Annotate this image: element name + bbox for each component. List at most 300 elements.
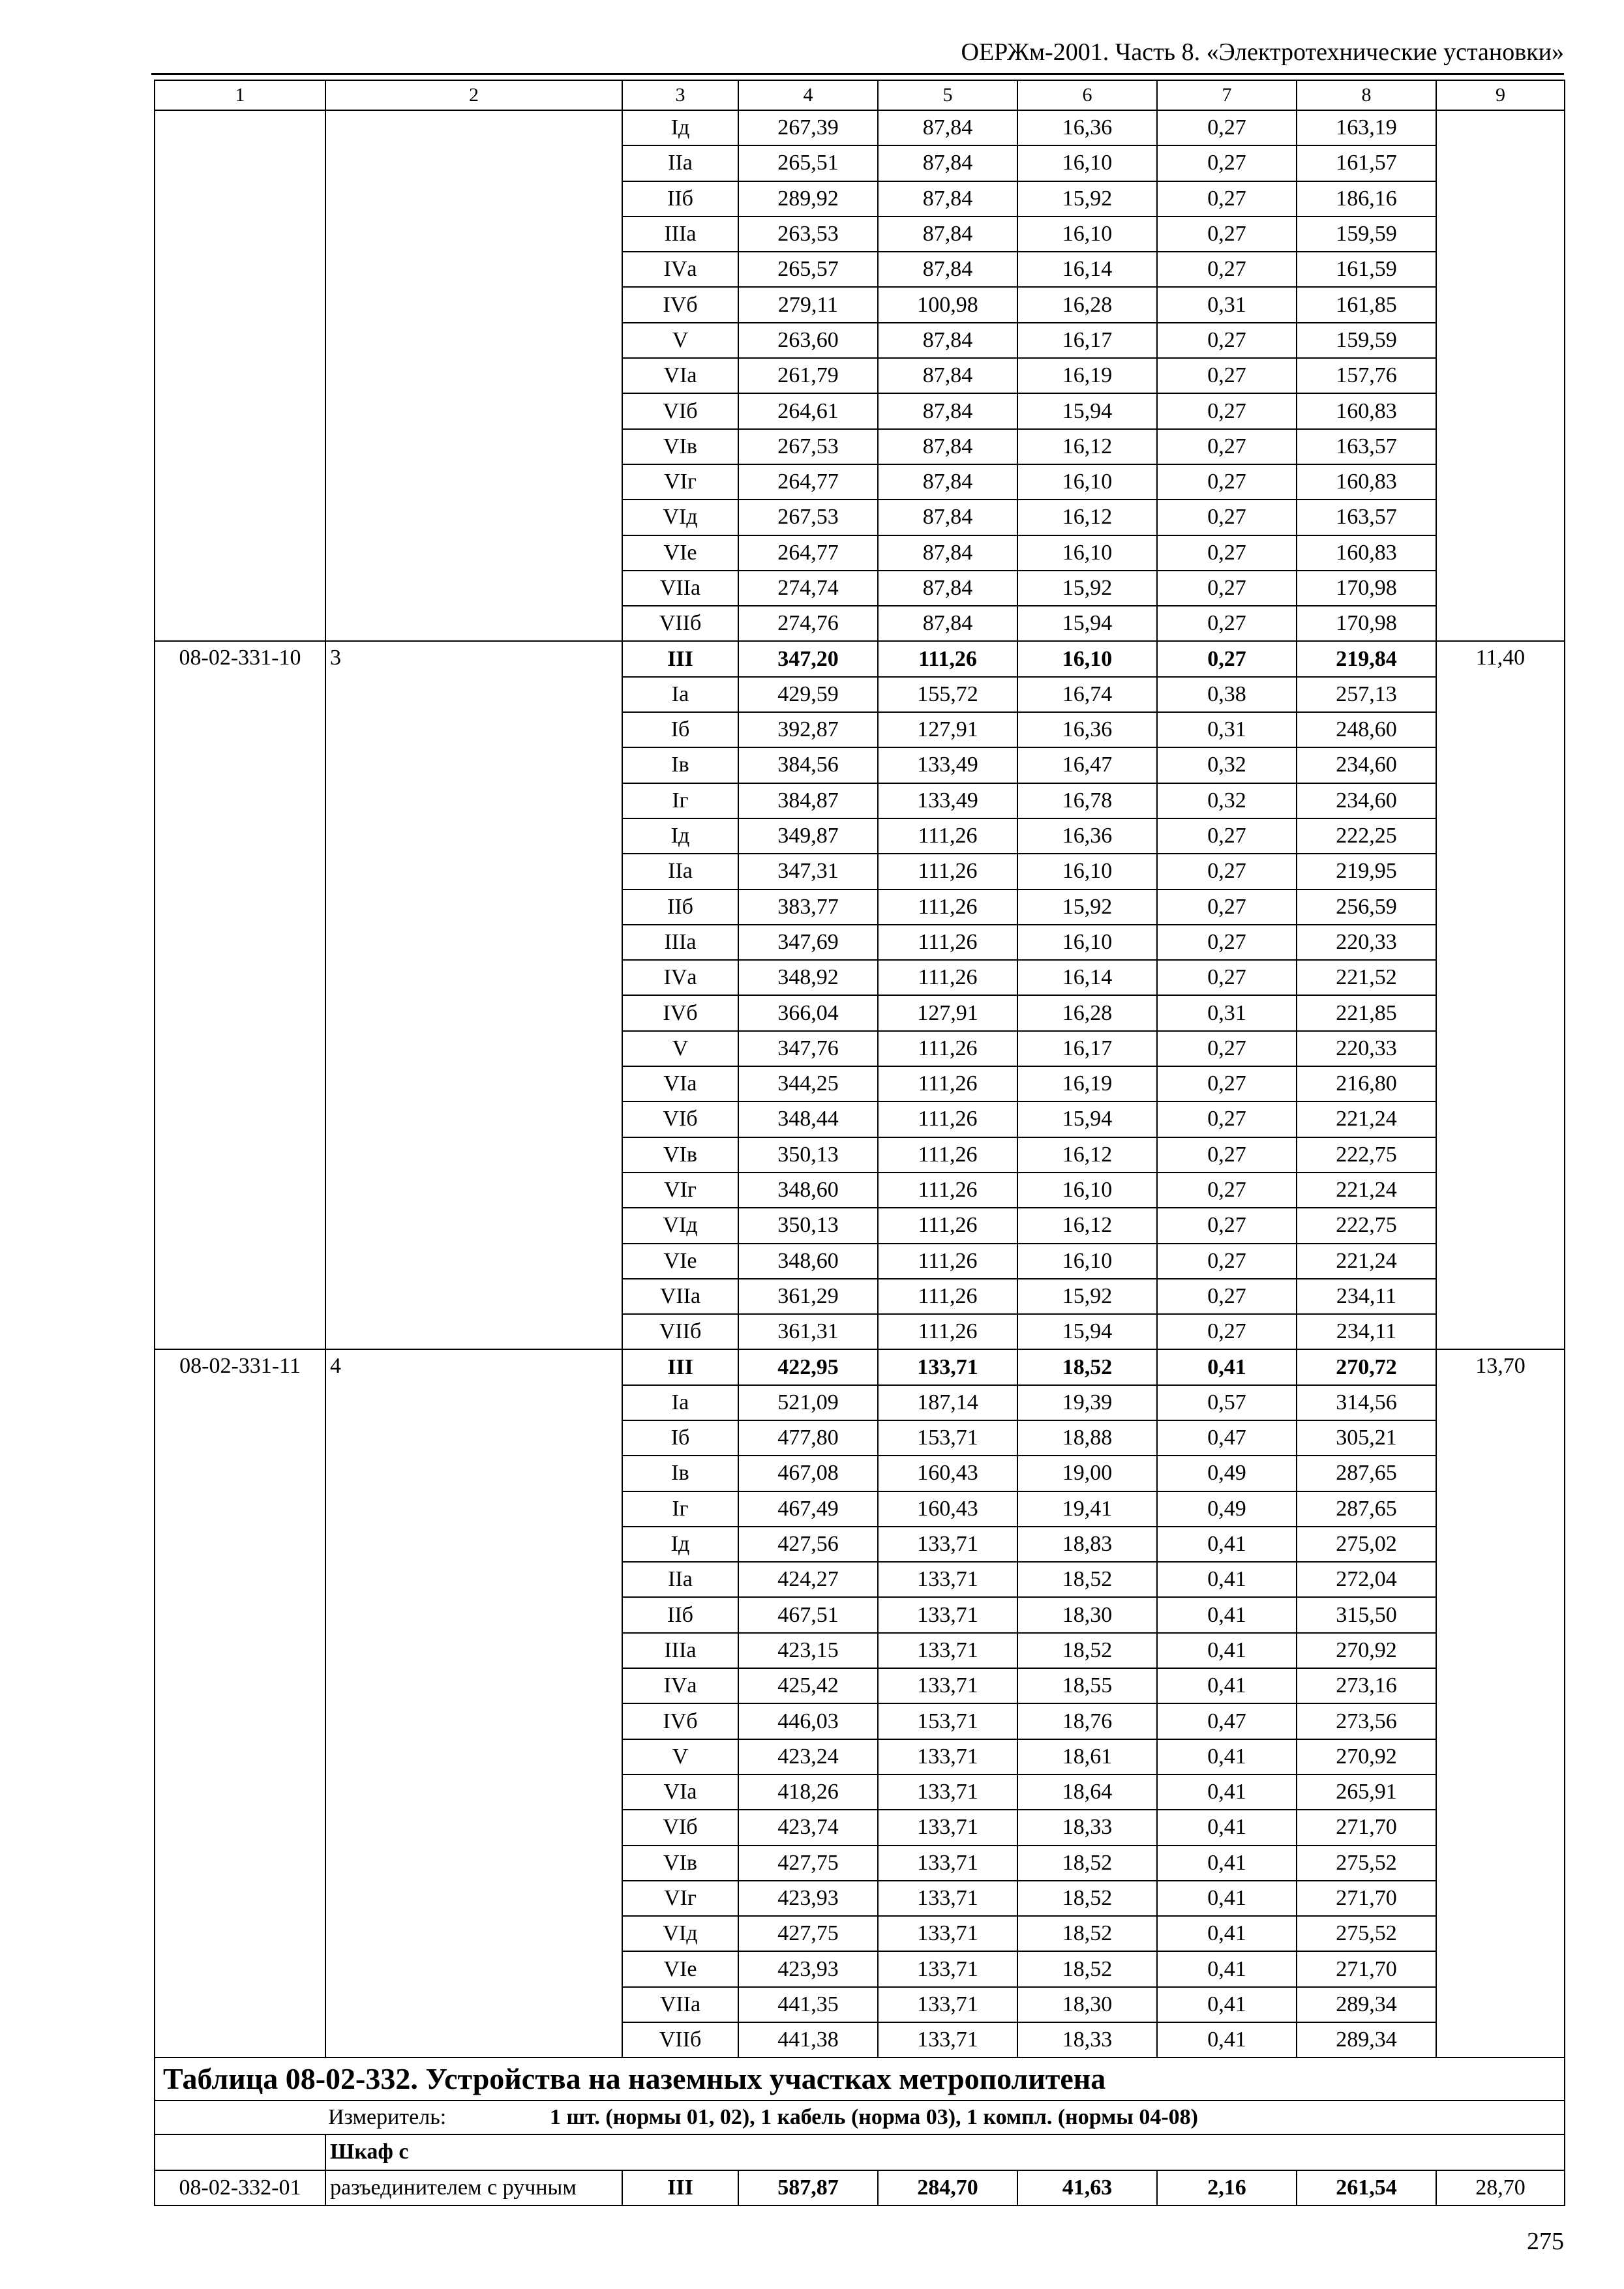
- value-cell-c5: 153,71: [878, 1420, 1017, 1456]
- value-cell-c4: 264,61: [738, 393, 878, 428]
- value-cell-c8: 305,21: [1297, 1420, 1436, 1456]
- value-cell-c5: 133,71: [878, 1349, 1017, 1384]
- zone-cell: Iв: [622, 1456, 738, 1491]
- value-cell-c7: 0,31: [1157, 287, 1297, 322]
- empty-cell: [155, 2134, 325, 2170]
- value-cell-c6: 16,10: [1017, 535, 1157, 571]
- value-cell-c7: 0,41: [1157, 1774, 1297, 1810]
- value-cell-c6: 16,17: [1017, 1031, 1157, 1066]
- value-cell-c5: 111,26: [878, 818, 1017, 854]
- value-cell-c5: 87,84: [878, 181, 1017, 217]
- value-cell-c8: 270,92: [1297, 1739, 1436, 1774]
- value-cell-c4: 383,77: [738, 890, 878, 925]
- value-cell-c5: 133,71: [878, 1597, 1017, 1632]
- value-cell-c4: 423,15: [738, 1633, 878, 1668]
- value-cell-c5: 133,71: [878, 1668, 1017, 1703]
- value-cell-c8: 287,65: [1297, 1491, 1436, 1527]
- value-cell-c8: 271,70: [1297, 1951, 1436, 1986]
- value-cell-c6: 18,76: [1017, 1703, 1157, 1739]
- value-cell-c8: 289,34: [1297, 2022, 1436, 2057]
- value-cell-c4: 264,77: [738, 535, 878, 571]
- value-cell-c8: 170,98: [1297, 606, 1436, 641]
- value-cell-c5: 87,84: [878, 358, 1017, 393]
- zone-cell: IIа: [622, 145, 738, 181]
- value-cell-c5: 87,84: [878, 535, 1017, 571]
- value-cell-c7: 0,41: [1157, 1668, 1297, 1703]
- value-cell-c7: 0,41: [1157, 1810, 1297, 1845]
- zone-cell: III: [622, 2170, 738, 2206]
- value-cell-c6: 19,00: [1017, 1456, 1157, 1491]
- value-cell-c5: 87,84: [878, 252, 1017, 287]
- value-cell-c8: 234,11: [1297, 1279, 1436, 1314]
- value-cell-c5: 133,71: [878, 1916, 1017, 1951]
- zone-cell: IIIа: [622, 925, 738, 960]
- value-cell-c4: 467,49: [738, 1491, 878, 1527]
- value-cell-c8: 315,50: [1297, 1597, 1436, 1632]
- value-cell-c5: 111,26: [878, 1173, 1017, 1208]
- zone-cell: IIб: [622, 181, 738, 217]
- value-cell-c7: 0,27: [1157, 818, 1297, 854]
- value-cell-c6: 16,10: [1017, 641, 1157, 676]
- table-row: [155, 2170, 1565, 2206]
- value-cell-c6: 18,52: [1017, 1562, 1157, 1597]
- value-cell-c7: 0,27: [1157, 429, 1297, 464]
- value-cell-c6: 15,94: [1017, 606, 1157, 641]
- value-cell-c6: 16,28: [1017, 287, 1157, 322]
- table-row: [155, 641, 1565, 676]
- value-cell-c5: 111,26: [878, 960, 1017, 995]
- value-cell-c7: 0,31: [1157, 712, 1297, 747]
- zone-cell: Iа: [622, 677, 738, 712]
- value-cell-c5: 87,84: [878, 145, 1017, 181]
- value-cell-c6: 16,28: [1017, 995, 1157, 1030]
- zone-cell: IIIа: [622, 217, 738, 252]
- column-9-cell: [1436, 110, 1565, 641]
- value-cell-c7: 0,27: [1157, 925, 1297, 960]
- value-cell-c7: 0,27: [1157, 1314, 1297, 1349]
- value-cell-c8: 261,54: [1297, 2170, 1436, 2206]
- zone-cell: IVа: [622, 1668, 738, 1703]
- value-cell-c4: 348,60: [738, 1173, 878, 1208]
- value-cell-c4: 427,75: [738, 1846, 878, 1881]
- value-cell-c7: 0,27: [1157, 1066, 1297, 1101]
- value-cell-c5: 153,71: [878, 1703, 1017, 1739]
- value-cell-c8: 216,80: [1297, 1066, 1436, 1101]
- column-number-row: [155, 80, 1565, 110]
- measure-row: [155, 2101, 1565, 2134]
- value-cell-c5: 133,71: [878, 1846, 1017, 1881]
- value-cell-c8: 221,24: [1297, 1101, 1436, 1137]
- value-cell-c8: 160,83: [1297, 464, 1436, 500]
- zone-cell: Iд: [622, 818, 738, 854]
- value-cell-c6: 15,92: [1017, 890, 1157, 925]
- value-cell-c4: 349,87: [738, 818, 878, 854]
- value-cell-c7: 0,27: [1157, 1279, 1297, 1314]
- zone-cell: VIв: [622, 429, 738, 464]
- value-cell-c8: 160,83: [1297, 393, 1436, 428]
- value-cell-c5: 87,84: [878, 217, 1017, 252]
- value-cell-c7: 0,27: [1157, 110, 1297, 145]
- value-cell-c6: 15,92: [1017, 181, 1157, 217]
- value-cell-c7: 0,41: [1157, 1562, 1297, 1597]
- value-cell-c4: 467,51: [738, 1597, 878, 1632]
- value-cell-c5: 87,84: [878, 464, 1017, 500]
- zone-cell: IIIа: [622, 1633, 738, 1668]
- value-cell-c4: 267,53: [738, 500, 878, 535]
- value-cell-c4: 265,51: [738, 145, 878, 181]
- zone-cell: IVа: [622, 960, 738, 995]
- value-cell-c5: 127,91: [878, 995, 1017, 1030]
- zone-cell: VIд: [622, 500, 738, 535]
- value-cell-c4: 265,57: [738, 252, 878, 287]
- value-cell-c8: 265,91: [1297, 1774, 1436, 1810]
- value-cell-c8: 163,57: [1297, 500, 1436, 535]
- value-cell-c8: 159,59: [1297, 217, 1436, 252]
- value-cell-c7: 0,41: [1157, 1916, 1297, 1951]
- measure-value: 1 шт. (нормы 01, 02), 1 кабель (норма 03), 1 компл. (нормы 04-08): [550, 2105, 1198, 2130]
- value-cell-c6: 18,52: [1017, 1881, 1157, 1916]
- value-cell-c7: 0,47: [1157, 1703, 1297, 1739]
- value-cell-c5: 160,43: [878, 1491, 1017, 1527]
- zone-cell: VIа: [622, 1066, 738, 1101]
- measure-label: Измеритель:: [328, 2105, 447, 2130]
- value-cell-c7: 0,41: [1157, 1881, 1297, 1916]
- value-cell-c5: 111,26: [878, 1066, 1017, 1101]
- norm-name-cell: разъединителем с ручным: [325, 2170, 622, 2206]
- value-cell-c8: 219,84: [1297, 641, 1436, 676]
- value-cell-c7: 0,27: [1157, 641, 1297, 676]
- zone-cell: Iб: [622, 712, 738, 747]
- value-cell-c6: 18,64: [1017, 1774, 1157, 1810]
- value-cell-c5: 155,72: [878, 677, 1017, 712]
- table-title-row: [155, 2057, 1565, 2101]
- value-cell-c6: 16,74: [1017, 677, 1157, 712]
- value-cell-c7: 0,27: [1157, 252, 1297, 287]
- value-cell-c6: 16,17: [1017, 323, 1157, 358]
- value-cell-c4: 441,35: [738, 1987, 878, 2022]
- value-cell-c5: 111,26: [878, 1101, 1017, 1137]
- zone-cell: VIа: [622, 358, 738, 393]
- zone-cell: Iв: [622, 747, 738, 783]
- value-cell-c8: 271,70: [1297, 1881, 1436, 1916]
- value-cell-c5: 133,71: [878, 1633, 1017, 1668]
- value-cell-c7: 0,27: [1157, 217, 1297, 252]
- value-cell-c8: 275,52: [1297, 1916, 1436, 1951]
- zone-cell: III: [622, 1349, 738, 1384]
- value-cell-c6: 18,30: [1017, 1987, 1157, 2022]
- value-cell-c6: 16,12: [1017, 500, 1157, 535]
- value-cell-c6: 19,39: [1017, 1385, 1157, 1420]
- value-cell-c8: 270,72: [1297, 1349, 1436, 1384]
- zone-cell: VIе: [622, 1951, 738, 1986]
- value-cell-c7: 0,27: [1157, 323, 1297, 358]
- value-cell-c4: 392,87: [738, 712, 878, 747]
- value-cell-c4: 587,87: [738, 2170, 878, 2206]
- zone-cell: VIг: [622, 1173, 738, 1208]
- value-cell-c6: 16,10: [1017, 145, 1157, 181]
- value-cell-c5: 133,71: [878, 2022, 1017, 2057]
- column-9-cell: 13,70: [1436, 1349, 1565, 2057]
- value-cell-c7: 0,27: [1157, 1244, 1297, 1279]
- value-cell-c8: 222,75: [1297, 1137, 1436, 1173]
- measure-cell: [155, 2101, 1565, 2134]
- value-cell-c8: 257,13: [1297, 677, 1436, 712]
- value-cell-c5: 111,26: [878, 925, 1017, 960]
- value-cell-c4: 264,77: [738, 464, 878, 500]
- value-cell-c7: 0,27: [1157, 960, 1297, 995]
- value-cell-c6: 18,30: [1017, 1597, 1157, 1632]
- zone-cell: VIIб: [622, 2022, 738, 2057]
- value-cell-c5: 133,71: [878, 1951, 1017, 1986]
- value-cell-c5: 87,84: [878, 606, 1017, 641]
- value-cell-c8: 161,57: [1297, 145, 1436, 181]
- value-cell-c5: 87,84: [878, 393, 1017, 428]
- value-cell-c6: 15,94: [1017, 1101, 1157, 1137]
- value-cell-c7: 0,31: [1157, 995, 1297, 1030]
- value-cell-c4: 366,04: [738, 995, 878, 1030]
- table-row: [155, 110, 1565, 145]
- norms-table: [154, 80, 1565, 2206]
- value-cell-c5: 111,26: [878, 1279, 1017, 1314]
- value-cell-c6: 18,52: [1017, 1633, 1157, 1668]
- value-cell-c7: 0,27: [1157, 854, 1297, 889]
- value-cell-c5: 133,71: [878, 1527, 1017, 1562]
- value-cell-c7: 0,41: [1157, 1846, 1297, 1881]
- value-cell-c8: 314,56: [1297, 1385, 1436, 1420]
- zone-cell: VIIб: [622, 606, 738, 641]
- value-cell-c7: 0,41: [1157, 1951, 1297, 1986]
- column-number-cell: 4: [738, 80, 878, 110]
- value-cell-c7: 0,27: [1157, 890, 1297, 925]
- value-cell-c8: 234,60: [1297, 783, 1436, 818]
- value-cell-c6: 18,52: [1017, 1349, 1157, 1384]
- value-cell-c8: 287,65: [1297, 1456, 1436, 1491]
- column-number-cell: 6: [1017, 80, 1157, 110]
- value-cell-c7: 0,49: [1157, 1491, 1297, 1527]
- value-cell-c5: 111,26: [878, 890, 1017, 925]
- value-cell-c6: 16,10: [1017, 854, 1157, 889]
- value-cell-c6: 16,10: [1017, 217, 1157, 252]
- column-number-cell: 7: [1157, 80, 1297, 110]
- value-cell-c5: 284,70: [878, 2170, 1017, 2206]
- zone-cell: Iа: [622, 1385, 738, 1420]
- value-cell-c7: 0,27: [1157, 181, 1297, 217]
- value-cell-c8: 170,98: [1297, 571, 1436, 606]
- subheading-row: [155, 2134, 1565, 2170]
- value-cell-c6: 16,19: [1017, 1066, 1157, 1101]
- zone-cell: Iб: [622, 1420, 738, 1456]
- value-cell-c8: 163,57: [1297, 429, 1436, 464]
- value-cell-c7: 0,41: [1157, 1987, 1297, 2022]
- zone-cell: IIб: [622, 1597, 738, 1632]
- value-cell-c4: 361,29: [738, 1279, 878, 1314]
- value-cell-c4: 427,75: [738, 1916, 878, 1951]
- value-cell-c6: 18,88: [1017, 1420, 1157, 1456]
- value-cell-c8: 275,52: [1297, 1846, 1436, 1881]
- norm-name-cell: [325, 110, 622, 641]
- value-cell-c4: 348,92: [738, 960, 878, 995]
- value-cell-c8: 220,33: [1297, 925, 1436, 960]
- value-cell-c6: 16,19: [1017, 358, 1157, 393]
- value-cell-c6: 16,36: [1017, 818, 1157, 854]
- value-cell-c4: 348,44: [738, 1101, 878, 1137]
- value-cell-c5: 133,49: [878, 783, 1017, 818]
- value-cell-c4: 347,31: [738, 854, 878, 889]
- zone-cell: III: [622, 641, 738, 676]
- value-cell-c4: 384,87: [738, 783, 878, 818]
- value-cell-c6: 18,55: [1017, 1668, 1157, 1703]
- value-cell-c5: 133,71: [878, 1774, 1017, 1810]
- table-title: Таблица 08-02-332. Устройства на наземных участках метрополитена: [155, 2057, 1565, 2101]
- value-cell-c5: 111,26: [878, 1208, 1017, 1243]
- value-cell-c8: 161,59: [1297, 252, 1436, 287]
- value-cell-c4: 279,11: [738, 287, 878, 322]
- value-cell-c7: 0,27: [1157, 145, 1297, 181]
- value-cell-c4: 263,53: [738, 217, 878, 252]
- value-cell-c8: 220,33: [1297, 1031, 1436, 1066]
- zone-cell: Iг: [622, 783, 738, 818]
- zone-cell: IVа: [622, 252, 738, 287]
- zone-cell: VIв: [622, 1846, 738, 1881]
- value-cell-c4: 263,60: [738, 323, 878, 358]
- value-cell-c8: 160,83: [1297, 535, 1436, 571]
- value-cell-c7: 0,38: [1157, 677, 1297, 712]
- value-cell-c7: 0,27: [1157, 393, 1297, 428]
- column-number-cell: 9: [1436, 80, 1565, 110]
- value-cell-c4: 350,13: [738, 1208, 878, 1243]
- value-cell-c6: 19,41: [1017, 1491, 1157, 1527]
- value-cell-c8: 275,02: [1297, 1527, 1436, 1562]
- value-cell-c4: 446,03: [738, 1703, 878, 1739]
- value-cell-c7: 0,32: [1157, 783, 1297, 818]
- value-cell-c8: 222,75: [1297, 1208, 1436, 1243]
- value-cell-c6: 18,52: [1017, 1846, 1157, 1881]
- value-cell-c4: 429,59: [738, 677, 878, 712]
- value-cell-c6: 16,10: [1017, 1244, 1157, 1279]
- value-cell-c6: 18,52: [1017, 1951, 1157, 1986]
- value-cell-c8: 219,95: [1297, 854, 1436, 889]
- value-cell-c4: 424,27: [738, 1562, 878, 1597]
- value-cell-c4: 521,09: [738, 1385, 878, 1420]
- value-cell-c6: 16,14: [1017, 960, 1157, 995]
- value-cell-c5: 133,71: [878, 1739, 1017, 1774]
- value-cell-c4: 274,76: [738, 606, 878, 641]
- value-cell-c5: 133,71: [878, 1562, 1017, 1597]
- zone-cell: VIе: [622, 535, 738, 571]
- value-cell-c7: 0,41: [1157, 1633, 1297, 1668]
- value-cell-c5: 111,26: [878, 1244, 1017, 1279]
- value-cell-c4: 344,25: [738, 1066, 878, 1101]
- zone-cell: VIб: [622, 393, 738, 428]
- value-cell-c4: 350,13: [738, 1137, 878, 1173]
- value-cell-c4: 423,93: [738, 1881, 878, 1916]
- zone-cell: IVб: [622, 1703, 738, 1739]
- page-number: 275: [1527, 2228, 1564, 2255]
- value-cell-c7: 0,57: [1157, 1385, 1297, 1420]
- zone-cell: Iд: [622, 1527, 738, 1562]
- value-cell-c5: 133,49: [878, 747, 1017, 783]
- zone-cell: VIв: [622, 1137, 738, 1173]
- value-cell-c8: 221,24: [1297, 1173, 1436, 1208]
- value-cell-c4: 261,79: [738, 358, 878, 393]
- value-cell-c6: 16,12: [1017, 429, 1157, 464]
- value-cell-c5: 133,71: [878, 1987, 1017, 2022]
- header-rule: [151, 73, 1564, 75]
- value-cell-c6: 16,10: [1017, 925, 1157, 960]
- value-cell-c6: 15,94: [1017, 1314, 1157, 1349]
- value-cell-c7: 0,41: [1157, 1349, 1297, 1384]
- value-cell-c5: 127,91: [878, 712, 1017, 747]
- value-cell-c7: 0,27: [1157, 1031, 1297, 1066]
- value-cell-c4: 427,56: [738, 1527, 878, 1562]
- zone-cell: VIб: [622, 1101, 738, 1137]
- value-cell-c4: 423,24: [738, 1739, 878, 1774]
- value-cell-c8: 234,60: [1297, 747, 1436, 783]
- value-cell-c4: 477,80: [738, 1420, 878, 1456]
- norm-name-cell: 3: [325, 641, 622, 1349]
- zone-cell: IIа: [622, 854, 738, 889]
- column-number-cell: 8: [1297, 80, 1436, 110]
- value-cell-c6: 16,14: [1017, 252, 1157, 287]
- zone-cell: VIд: [622, 1208, 738, 1243]
- value-cell-c8: 163,19: [1297, 110, 1436, 145]
- zone-cell: IIб: [622, 890, 738, 925]
- value-cell-c8: 222,25: [1297, 818, 1436, 854]
- value-cell-c8: 221,85: [1297, 995, 1436, 1030]
- zone-cell: VIIа: [622, 1987, 738, 2022]
- value-cell-c4: 422,95: [738, 1349, 878, 1384]
- value-cell-c7: 0,27: [1157, 535, 1297, 571]
- value-cell-c5: 87,84: [878, 429, 1017, 464]
- value-cell-c6: 16,36: [1017, 712, 1157, 747]
- zone-cell: VIIа: [622, 571, 738, 606]
- value-cell-c6: 18,61: [1017, 1739, 1157, 1774]
- value-cell-c5: 111,26: [878, 1031, 1017, 1066]
- value-cell-c4: 423,74: [738, 1810, 878, 1845]
- zone-cell: VIIа: [622, 1279, 738, 1314]
- value-cell-c7: 0,27: [1157, 1173, 1297, 1208]
- value-cell-c5: 87,84: [878, 500, 1017, 535]
- value-cell-c8: 186,16: [1297, 181, 1436, 217]
- value-cell-c6: 18,52: [1017, 1916, 1157, 1951]
- value-cell-c4: 384,56: [738, 747, 878, 783]
- value-cell-c7: 0,27: [1157, 358, 1297, 393]
- value-cell-c5: 87,84: [878, 110, 1017, 145]
- value-cell-c4: 267,39: [738, 110, 878, 145]
- value-cell-c7: 0,41: [1157, 1527, 1297, 1562]
- value-cell-c5: 87,84: [878, 571, 1017, 606]
- value-cell-c7: 0,27: [1157, 1208, 1297, 1243]
- subheading: Шкаф с: [325, 2134, 1565, 2170]
- value-cell-c4: 441,38: [738, 2022, 878, 2057]
- value-cell-c8: 221,24: [1297, 1244, 1436, 1279]
- column-number-cell: 1: [155, 80, 325, 110]
- value-cell-c4: 347,76: [738, 1031, 878, 1066]
- value-cell-c8: 273,56: [1297, 1703, 1436, 1739]
- norm-code-cell: [155, 110, 325, 641]
- value-cell-c5: 160,43: [878, 1456, 1017, 1491]
- value-cell-c6: 16,12: [1017, 1137, 1157, 1173]
- table-row: [155, 1349, 1565, 1384]
- value-cell-c4: 425,42: [738, 1668, 878, 1703]
- value-cell-c4: 467,08: [738, 1456, 878, 1491]
- value-cell-c8: 221,52: [1297, 960, 1436, 995]
- value-cell-c5: 111,26: [878, 1137, 1017, 1173]
- norm-name-cell: 4: [325, 1349, 622, 2057]
- value-cell-c6: 41,63: [1017, 2170, 1157, 2206]
- value-cell-c5: 133,71: [878, 1810, 1017, 1845]
- value-cell-c8: 234,11: [1297, 1314, 1436, 1349]
